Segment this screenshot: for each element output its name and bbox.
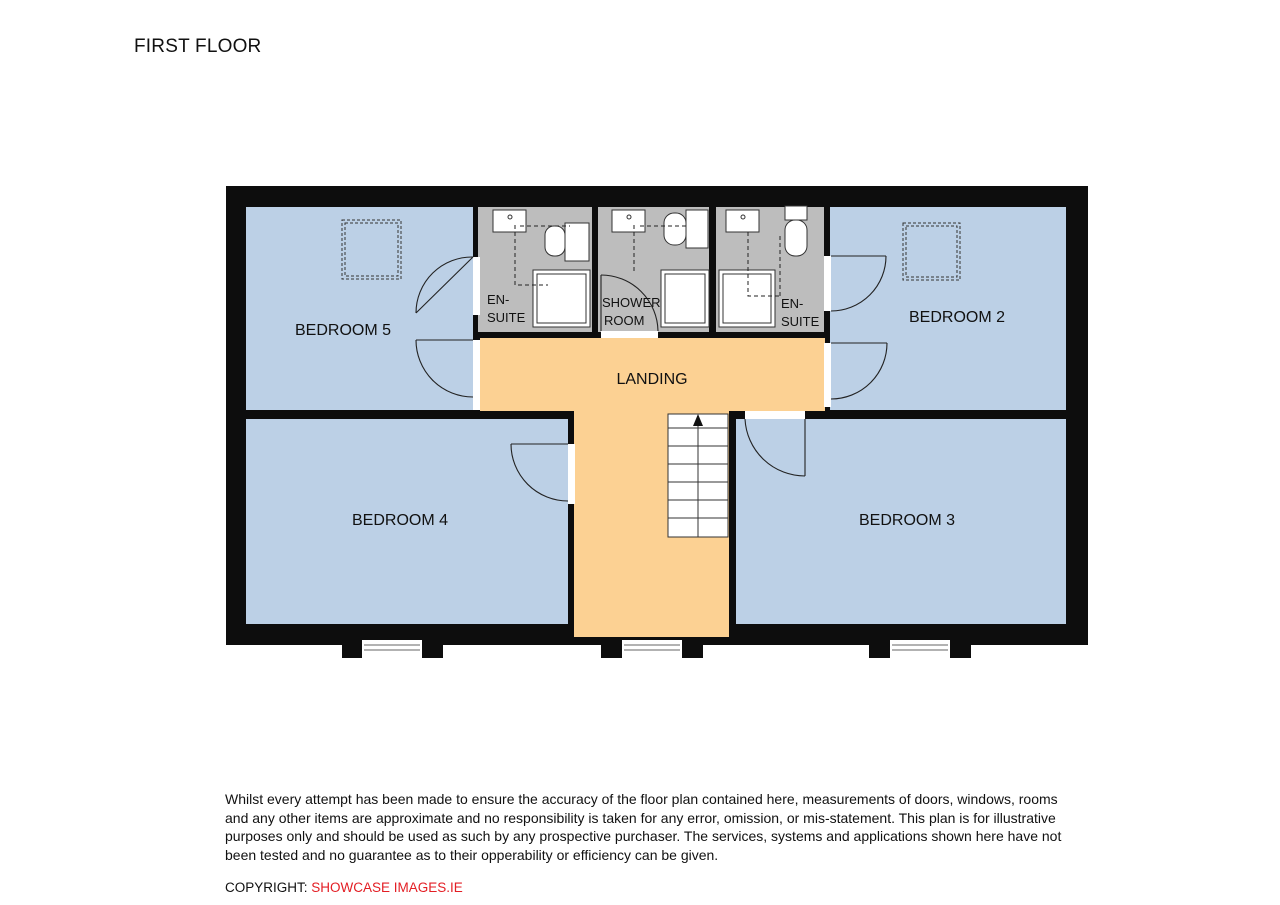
ensuite-right-line-1: EN-	[781, 296, 804, 311]
door-opening	[473, 340, 480, 410]
copyright-brand: SHOWCASE IMAGES.IE	[311, 880, 463, 895]
bedroom-5-label: BEDROOM 5	[294, 322, 392, 339]
window	[362, 640, 422, 654]
door-opening	[601, 331, 658, 338]
bedroom-2-label: BEDROOM 2	[908, 309, 1006, 326]
door-opening	[824, 343, 831, 407]
window	[890, 640, 950, 654]
copyright-line	[225, 880, 463, 895]
wall-pier	[422, 640, 443, 658]
shower-room-line-1: SHOWER	[602, 295, 661, 310]
ensuite-right-line-2: SUITE	[781, 314, 820, 329]
door-opening	[824, 256, 831, 311]
wall-pier	[950, 640, 971, 658]
disclaimer-text: Whilst every attempt has been made to ensure the accuracy of the floor plan contained here, measurements of doors, windows, rooms and any other items are approximate and no responsibility is taken for any error, omission, or mis-statement. This plan is for illustrative purposes only and should be used as such by any prospective purchaser. The services, systems and applications shown here have not been tested and no guarantee as to their opperability or efficiency can be given.	[225, 791, 1062, 863]
door-opening	[473, 257, 480, 315]
wall-pier	[682, 640, 703, 658]
landing-label: LANDING	[616, 371, 688, 388]
bedroom-4-label: BEDROOM 4	[351, 512, 449, 529]
door-opening	[568, 444, 575, 504]
ensuite-left-line-1: EN-	[487, 292, 510, 307]
wall-pier	[869, 640, 890, 658]
staircase	[668, 414, 728, 537]
shower-room-line-2: ROOM	[604, 313, 645, 328]
wall-pier	[601, 640, 622, 658]
door-opening	[745, 411, 805, 419]
bedroom-5-floor	[246, 207, 473, 410]
bedroom-3-label: BEDROOM 3	[858, 512, 956, 529]
floor-title: FIRST FLOOR	[134, 36, 262, 57]
ensuite-left-line-2: SUITE	[487, 310, 526, 325]
copyright-label: COPYRIGHT:	[225, 880, 312, 895]
window	[622, 640, 682, 654]
wall-pier	[342, 640, 362, 658]
